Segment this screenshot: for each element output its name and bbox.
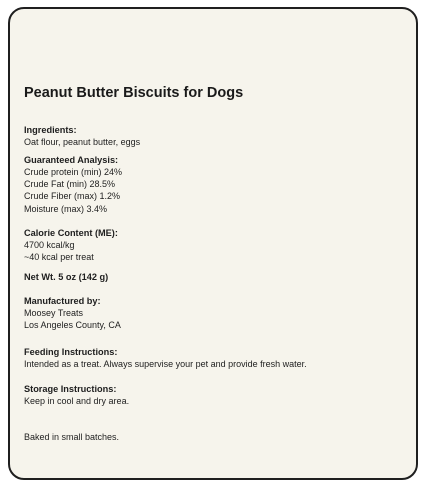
manufacturer-location: Los Angeles County, CA xyxy=(24,320,121,331)
product-label xyxy=(8,7,418,480)
storage-heading: Storage Instructions: xyxy=(24,384,117,394)
footer-note: Baked in small batches. xyxy=(24,432,120,442)
feeding-heading: Feeding Instructions: xyxy=(24,347,118,357)
calorie-per-treat: ~40 kcal per treat xyxy=(24,252,94,263)
analysis-protein: Crude protein (min) 24% xyxy=(24,167,123,177)
ingredients-section xyxy=(24,124,140,148)
storage-text: Keep in cool and dry area. xyxy=(24,396,130,406)
manufacturer-heading: Manufactured by: xyxy=(24,296,101,306)
manufacturer-section xyxy=(24,295,121,331)
ingredients-text: Oat flour, peanut butter, eggs xyxy=(24,137,141,147)
net-weight: Net Wt. 5 oz (142 g) xyxy=(24,272,109,282)
calorie-content-heading: Calorie Content (ME): xyxy=(24,228,118,238)
ingredients-heading: Ingredients: xyxy=(24,125,77,135)
net-weight-section xyxy=(24,271,108,283)
feeding-section xyxy=(24,346,307,370)
guaranteed-analysis-heading: Guaranteed Analysis: xyxy=(24,155,119,165)
product-title: Peanut Butter Biscuits for Dogs xyxy=(24,85,244,101)
calorie-per-kg: 4700 kcal/kg xyxy=(24,240,75,250)
analysis-moisture: Moisture (max) 3.4% xyxy=(24,203,108,214)
storage-section xyxy=(24,383,129,407)
guaranteed-analysis-section xyxy=(24,154,122,215)
footer-section xyxy=(24,431,119,443)
analysis-fat: Crude Fat (min) 28.5% xyxy=(24,179,116,190)
analysis-fiber: Crude Fiber (max) 1.2% xyxy=(24,191,121,202)
manufacturer-name: Moosey Treats xyxy=(24,308,84,318)
calorie-content-section xyxy=(24,227,118,263)
feeding-text: Intended as a treat. Always supervise your pet and provide fresh water. xyxy=(24,359,307,369)
